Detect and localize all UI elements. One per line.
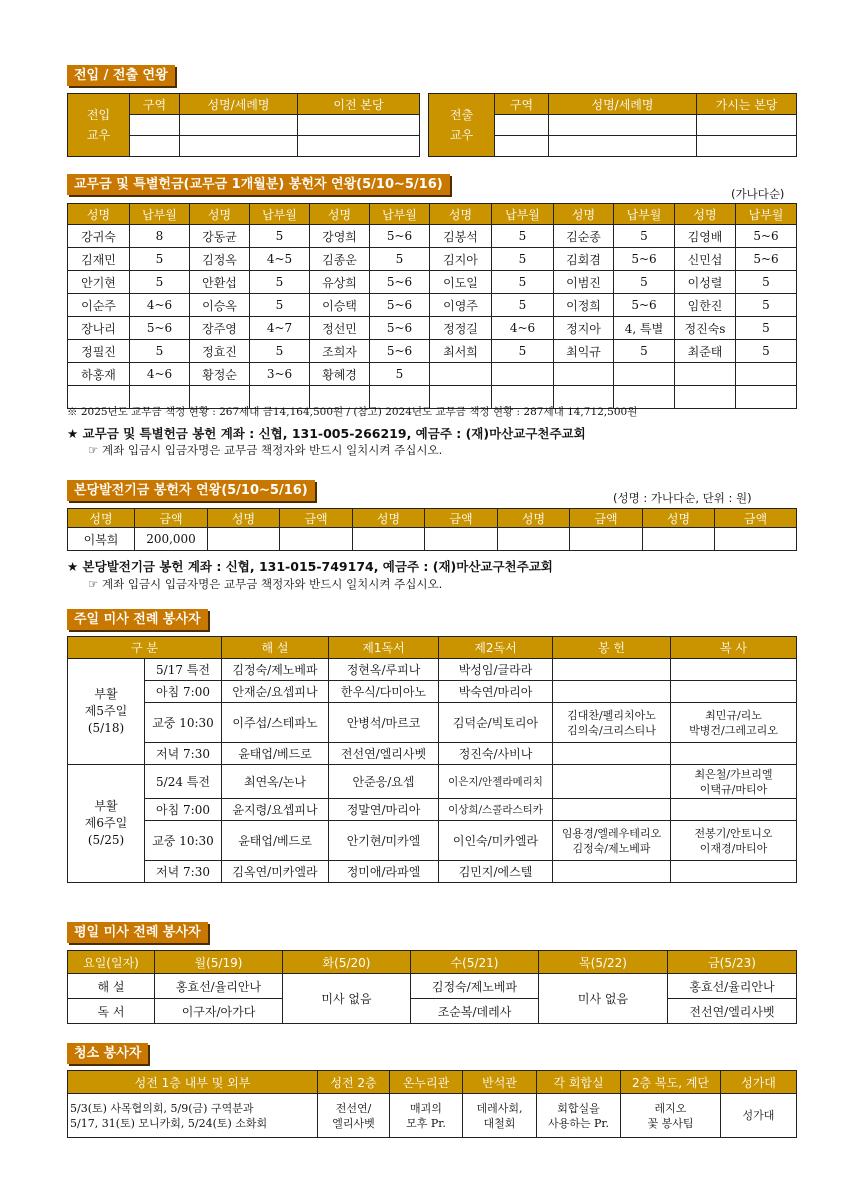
sunday-cell: 안기현/미카엘 [329, 821, 439, 861]
transfer-in-table [67, 93, 420, 157]
dues-cell: 장나리 [68, 317, 130, 340]
sunday-cell: 박성임/글라라 [439, 659, 553, 681]
dues-cell [430, 363, 492, 386]
dues-header: 납부월 [492, 204, 554, 225]
weekday-cell: 홍효선/율리안나 [668, 974, 797, 999]
sunday-cell [671, 861, 797, 883]
weekday-header: 요일(일자) [68, 951, 155, 974]
sunday-cell: 한우식/다미아노 [329, 681, 439, 703]
dues-note: ※ 2025년도 교무금 책정 현황 : 267세대 금14,164,500원 / (참고) 2024년도 교무금 책정 현황 : 287세대 14,712,500원 [67, 406, 638, 418]
weekday-header: 수(5/21) [411, 951, 539, 974]
building-table [67, 508, 797, 551]
dues-cell [614, 363, 675, 386]
dues-cell: 최서희 [430, 340, 492, 363]
dues-order-note: (가나다순) [731, 187, 785, 201]
dues-cell: 장주영 [190, 317, 250, 340]
dues-cell: 3~6 [250, 363, 310, 386]
dues-cell: 강동균 [190, 225, 250, 248]
dues-cell: 이순주 [68, 294, 130, 317]
building-header: 성명 [643, 509, 715, 528]
sunday-title: 주일 미사 전례 봉사자 [67, 609, 208, 630]
sunday-cell [553, 681, 671, 703]
dues-cell: 김순종 [554, 225, 614, 248]
sunday-cell-line: 전봉기/안토니오 [694, 826, 773, 840]
dues-cell: 강귀숙 [68, 225, 130, 248]
transfer-in-header: 이전 본당 [298, 94, 420, 115]
dues-cell: 이승옥 [190, 294, 250, 317]
weekday-cell: 이구자/아가다 [155, 999, 283, 1024]
cleaning-header: 성가대 [721, 1071, 797, 1094]
dues-cell: 정효진 [190, 340, 250, 363]
table-row [68, 681, 797, 703]
dues-cell: 황혜경 [310, 363, 370, 386]
sunday-time: 교중 10:30 [145, 821, 222, 861]
table-row [68, 363, 797, 386]
sunday-cell: 이은지/안젤라메리치 [439, 765, 553, 799]
dues-cell: 5 [736, 294, 797, 317]
sunday-cell [553, 743, 671, 765]
dues-cell: 안기현 [68, 271, 130, 294]
dues-header: 성명 [554, 204, 614, 225]
dues-header: 납부월 [370, 204, 430, 225]
sunday-header: 제2독서 [439, 637, 553, 659]
dues-cell: 정정길 [430, 317, 492, 340]
table-row [68, 799, 797, 821]
dues-header: 성명 [68, 204, 130, 225]
dues-cell: 김지아 [430, 248, 492, 271]
building-guide: ☞ 계좌 입금시 입금자명은 교무금 책정자와 반드시 일치시켜 주십시오. [88, 577, 443, 591]
building-header: 성명 [68, 509, 135, 528]
dues-title: 교무금 및 특별헌금(교무금 1개월분) 봉헌자 연왕(5/10~5/16) [67, 174, 450, 195]
sunday-cell: 안재순/요셉피나 [222, 681, 329, 703]
building-header: 금액 [280, 509, 353, 528]
table-row [68, 317, 797, 340]
dues-cell: 유상희 [310, 271, 370, 294]
sunday-cell-line: 최은철/가브리엘 [694, 767, 773, 781]
sunday-cell: 박숙연/마리아 [439, 681, 553, 703]
table-row [68, 743, 797, 765]
dues-cell: 5 [492, 340, 554, 363]
dues-cell: 5~6 [370, 317, 430, 340]
weekday-cell: 김정숙/제노베파 [411, 974, 539, 999]
building-account: ★ 본당발전기금 봉헌 계좌 : 신협, 131-015-749174, 예금주 : (재)마산교구천주교회 [67, 559, 553, 574]
sunday-cell: 이인숙/미카엘라 [439, 821, 553, 861]
dues-cell: 5 [492, 294, 554, 317]
sunday-week-label-line: (5/18) [87, 721, 125, 735]
dues-cell: 5~6 [614, 248, 675, 271]
cleaning-cell: 전선연/ 엘리사벳 [318, 1094, 390, 1138]
sunday-cell: 이주섭/스테파노 [222, 703, 329, 743]
sunday-time: 5/17 특전 [145, 659, 222, 681]
building-cell [643, 528, 715, 551]
dues-cell: 김재민 [68, 248, 130, 271]
transfer-out-header: 구역 [495, 94, 549, 115]
dues-cell: 이도일 [430, 271, 492, 294]
building-cell [570, 528, 643, 551]
dues-header: 납부월 [250, 204, 310, 225]
sunday-cell-line: 김정숙/제노베파 [572, 841, 651, 855]
sunday-cell [553, 659, 671, 681]
sunday-cell [671, 743, 797, 765]
table-row [68, 861, 797, 883]
sunday-cell [671, 799, 797, 821]
sunday-cell-line: 이택규/마티아 [699, 782, 768, 796]
sunday-cell: 윤태업/베드로 [222, 743, 329, 765]
sunday-week-label-line: (5/25) [87, 833, 125, 847]
dues-cell: 이정희 [554, 294, 614, 317]
sunday-cell: 정현옥/루피나 [329, 659, 439, 681]
dues-cell [492, 363, 554, 386]
building-header: 성명 [353, 509, 425, 528]
sunday-time: 저녁 7:30 [145, 861, 222, 883]
dues-cell: 김영배 [675, 225, 736, 248]
cleaning-cell: 성가대 [721, 1094, 797, 1138]
weekday-title: 평일 미사 전례 봉사자 [67, 922, 208, 943]
dues-cell: 김정옥 [190, 248, 250, 271]
dues-header: 성명 [430, 204, 492, 225]
table-row [68, 271, 797, 294]
sunday-cell: 김정숙/제노베파 [222, 659, 329, 681]
sunday-time: 저녁 7:30 [145, 743, 222, 765]
sunday-cell: 정말연/마리아 [329, 799, 439, 821]
table-row [68, 659, 797, 681]
dues-cell: 5 [130, 340, 190, 363]
cleaning-header: 온누리관 [390, 1071, 463, 1094]
sunday-time: 교중 10:30 [145, 703, 222, 743]
sunday-cell-line: 이재경/마티아 [699, 841, 768, 855]
sunday-week-label-line: 부활 [94, 687, 118, 701]
sunday-cell [671, 703, 797, 743]
dues-cell: 5~6 [370, 294, 430, 317]
sunday-header: 복 사 [671, 637, 797, 659]
sunday-cell-line: 최민규/리노 [705, 708, 762, 722]
sunday-cell: 윤태업/베드로 [222, 821, 329, 861]
sunday-week-label [68, 765, 145, 883]
sunday-header: 봉 헌 [553, 637, 671, 659]
transfer-out-label: 전출 교우 [429, 94, 495, 157]
sunday-week-label-line: 제6주일 [84, 816, 128, 830]
sunday-cell [553, 821, 671, 861]
dues-header: 납부월 [130, 204, 190, 225]
building-header: 금액 [135, 509, 208, 528]
table-row [68, 248, 797, 271]
weekday-reading-label: 독 서 [68, 999, 155, 1024]
weekday-commentary-label: 해 설 [68, 974, 155, 999]
dues-cell: 5 [736, 271, 797, 294]
building-header: 금액 [715, 509, 797, 528]
dues-cell: 5 [250, 271, 310, 294]
weekday-cell: 홍효선/율리안나 [155, 974, 283, 999]
cleaning-header: 성전 1층 내부 및 외부 [68, 1071, 318, 1094]
sunday-cell: 안준응/요셉 [329, 765, 439, 799]
dues-cell: 5~6 [614, 294, 675, 317]
weekday-header: 월(5/19) [155, 951, 283, 974]
table-row [68, 294, 797, 317]
dues-cell: 안환섭 [190, 271, 250, 294]
dues-cell [736, 363, 797, 386]
dues-cell: 4~6 [130, 294, 190, 317]
dues-cell: 신민섭 [675, 248, 736, 271]
dues-cell: 5~6 [370, 271, 430, 294]
dues-header: 납부월 [736, 204, 797, 225]
building-header: 금액 [570, 509, 643, 528]
dues-cell: 임한진 [675, 294, 736, 317]
cleaning-header: 2층 복도, 계단 [621, 1071, 721, 1094]
dues-cell: 하홍재 [68, 363, 130, 386]
cleaning-header: 각 회합실 [537, 1071, 621, 1094]
cleaning-cell: 매괴의 모후 Pr. [390, 1094, 463, 1138]
dues-guide: ☞ 계좌 입금시 입금자명은 교무금 책정자와 반드시 일치시켜 주십시오. [88, 443, 443, 457]
cleaning-cell: 데레사회, 대철회 [463, 1094, 537, 1138]
building-header: 성명 [498, 509, 570, 528]
dues-cell: 이승택 [310, 294, 370, 317]
cleaning-cell: 회합실을 사용하는 Pr. [537, 1094, 621, 1138]
sunday-table [67, 636, 797, 883]
sunday-cell [553, 799, 671, 821]
sunday-time: 아침 7:00 [145, 799, 222, 821]
transfer-in-label: 전입 교우 [68, 94, 130, 157]
sunday-cell [553, 861, 671, 883]
transfer-out-table [428, 93, 797, 157]
sunday-cell [671, 765, 797, 799]
sunday-cell [671, 821, 797, 861]
table-row [68, 765, 797, 799]
building-cell [280, 528, 353, 551]
dues-cell: 이범진 [554, 271, 614, 294]
building-cell [498, 528, 570, 551]
cleaning-title: 청소 봉사자 [67, 1043, 148, 1064]
dues-cell: 정필진 [68, 340, 130, 363]
cleaning-header: 반석관 [463, 1071, 537, 1094]
sunday-cell: 전선연/엘리사벳 [329, 743, 439, 765]
dues-cell: 4, 특별 [614, 317, 675, 340]
dues-cell: 최익규 [554, 340, 614, 363]
dues-cell: 8 [130, 225, 190, 248]
building-cell: 200,000 [135, 528, 208, 551]
sunday-cell-line: 임용경/엘레우테리오 [561, 826, 662, 840]
dues-cell [736, 386, 797, 409]
sunday-cell [671, 659, 797, 681]
building-header: 성명 [208, 509, 280, 528]
dues-cell [675, 363, 736, 386]
dues-cell: 4~6 [130, 363, 190, 386]
dues-cell: 조희자 [310, 340, 370, 363]
dues-cell: 5 [370, 248, 430, 271]
cleaning-cell: 레지오 꽃 봉사팀 [621, 1094, 721, 1138]
dues-header: 성명 [190, 204, 250, 225]
dues-cell: 강영희 [310, 225, 370, 248]
cleaning-table [67, 1070, 797, 1138]
sunday-cell [553, 765, 671, 799]
dues-cell: 최준태 [675, 340, 736, 363]
cleaning-cell: 5/3(토) 사목협의회, 5/9(금) 구역분과 5/17, 31(토) 모니카회, 5/24(토) 소화회 [68, 1094, 318, 1138]
building-title: 본당발전기금 봉헌자 연왕(5/10~5/16) [67, 480, 315, 501]
sunday-cell: 김덕순/빅토리아 [439, 703, 553, 743]
dues-cell: 4~6 [492, 317, 554, 340]
dues-cell: 정선민 [310, 317, 370, 340]
sunday-time: 5/24 특전 [145, 765, 222, 799]
sunday-cell: 김옥연/미카엘라 [222, 861, 329, 883]
sunday-header: 해 설 [222, 637, 329, 659]
sunday-cell: 김민지/에스텔 [439, 861, 553, 883]
transfer-out-header: 가시는 본당 [697, 94, 797, 115]
building-order-note: (성명 : 가나다순, 단위 : 원) [613, 491, 752, 505]
dues-cell: 황정순 [190, 363, 250, 386]
transfer-title: 전입 / 전출 연왕 [67, 65, 175, 86]
dues-cell: 5 [250, 225, 310, 248]
sunday-time: 아침 7:00 [145, 681, 222, 703]
sunday-cell: 윤지령/요셉피나 [222, 799, 329, 821]
dues-cell: 김봉석 [430, 225, 492, 248]
building-cell [715, 528, 797, 551]
transfer-in-header: 구역 [130, 94, 180, 115]
sunday-cell: 이상희/스콜라스티카 [439, 799, 553, 821]
sunday-cell: 최연옥/논나 [222, 765, 329, 799]
building-cell [353, 528, 425, 551]
sunday-week-label-line: 부활 [94, 799, 118, 813]
sunday-week-label-line: 제5주일 [84, 704, 128, 718]
cleaning-header: 성전 2층 [318, 1071, 390, 1094]
sunday-cell-line: 김대찬/펠리치아노 [567, 708, 656, 722]
sunday-cell: 안병석/마르코 [329, 703, 439, 743]
building-header: 금액 [425, 509, 498, 528]
dues-cell: 이영주 [430, 294, 492, 317]
dues-cell: 5 [492, 225, 554, 248]
building-cell [208, 528, 280, 551]
dues-cell: 이성렬 [675, 271, 736, 294]
dues-cell: 5~6 [736, 225, 797, 248]
sunday-cell: 정진숙/사비나 [439, 743, 553, 765]
dues-cell: 5~6 [736, 248, 797, 271]
weekday-table [67, 950, 797, 1024]
dues-cell: 김회겸 [554, 248, 614, 271]
dues-cell: 5 [492, 271, 554, 294]
dues-cell: 5 [250, 294, 310, 317]
dues-account: ★ 교무금 및 특별헌금 봉헌 계좌 : 신협, 131-005-266219, 예금주 : (재)마산교구천주교회 [67, 426, 586, 441]
dues-cell: 5~6 [130, 317, 190, 340]
dues-cell: 5~6 [370, 340, 430, 363]
dues-header: 납부월 [614, 204, 675, 225]
dues-cell: 4~5 [250, 248, 310, 271]
sunday-cell [671, 681, 797, 703]
dues-cell: 5 [130, 271, 190, 294]
weekday-cell: 조순복/데레사 [411, 999, 539, 1024]
dues-cell: 5~6 [370, 225, 430, 248]
sunday-header: 구 분 [68, 637, 222, 659]
dues-cell: 5 [492, 248, 554, 271]
dues-cell: 4~7 [250, 317, 310, 340]
dues-cell [675, 386, 736, 409]
sunday-cell: 정미애/라파엘 [329, 861, 439, 883]
dues-cell: 5 [130, 248, 190, 271]
dues-header: 성명 [310, 204, 370, 225]
weekday-header: 목(5/22) [539, 951, 668, 974]
table-row [68, 703, 797, 743]
sunday-cell [553, 703, 671, 743]
table-row [68, 340, 797, 363]
weekday-cell: 미사 없음 [539, 974, 668, 1024]
dues-cell: 5 [614, 271, 675, 294]
weekday-header: 화(5/20) [283, 951, 411, 974]
weekday-cell: 전선연/엘리사벳 [668, 999, 797, 1024]
dues-table [67, 203, 797, 409]
building-cell [425, 528, 498, 551]
dues-header: 성명 [675, 204, 736, 225]
transfer-in-header: 성명/세례명 [180, 94, 298, 115]
dues-cell: 5 [250, 340, 310, 363]
dues-cell [554, 363, 614, 386]
dues-cell: 5 [614, 340, 675, 363]
dues-cell: 김종운 [310, 248, 370, 271]
dues-cell: 5 [736, 340, 797, 363]
sunday-cell-line: 김의숙/크리스티나 [567, 723, 656, 737]
transfer-out-header: 성명/세례명 [549, 94, 697, 115]
dues-cell: 5 [370, 363, 430, 386]
table-row [68, 821, 797, 861]
sunday-header: 제1독서 [329, 637, 439, 659]
building-cell: 이복희 [68, 528, 135, 551]
dues-cell: 5 [736, 317, 797, 340]
dues-cell: 정지아 [554, 317, 614, 340]
table-row [68, 528, 797, 551]
table-row [68, 225, 797, 248]
weekday-cell: 미사 없음 [283, 974, 411, 1024]
sunday-cell-line: 박병건/그레고리오 [689, 723, 778, 737]
weekday-header: 금(5/23) [668, 951, 797, 974]
dues-cell: 정진숙s [675, 317, 736, 340]
dues-cell: 5 [614, 225, 675, 248]
sunday-week-label [68, 659, 145, 765]
